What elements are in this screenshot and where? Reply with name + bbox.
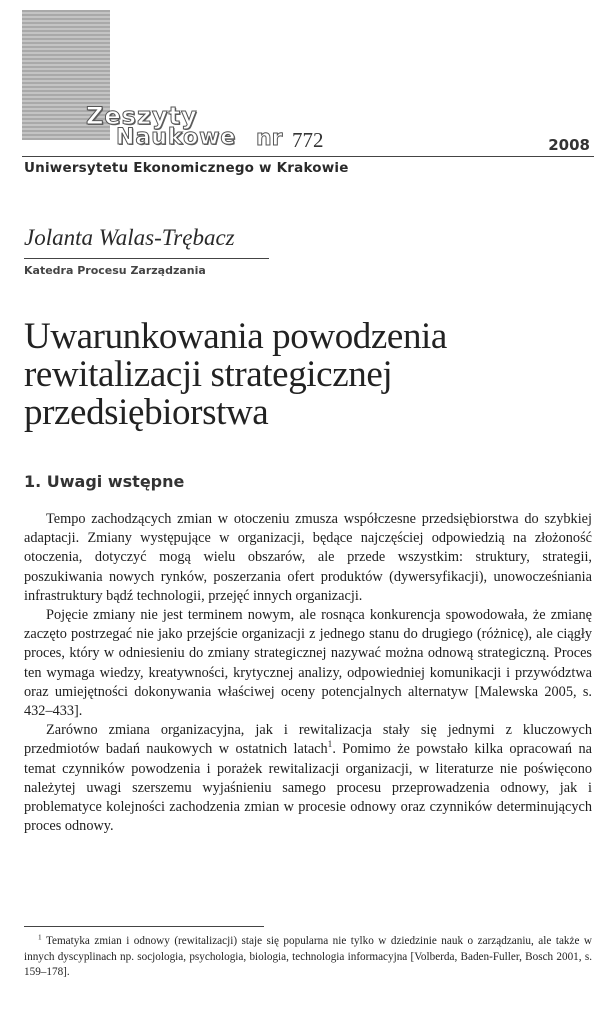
footnote-divider xyxy=(24,926,264,927)
author-divider xyxy=(24,258,269,259)
paragraph-text: . Pomimo że powstało kilka opracowań na temat czynników powodzenia i porażek rewitalizacji organizacji, w literaturze nie poświęcono należytej uwagi szerszemu wyjaśnieniu samego procesu przeprowadzenia odnowy, jak i problematyce kolejności zachodzenia zmian w procesie odnowy oraz czynników determinujących proces odnowy. xyxy=(24,741,593,835)
article-title: Uwarunkowania powodzenia rewitalizacji strategicznej przedsiębiorstwa xyxy=(24,316,447,433)
footnote xyxy=(24,934,592,981)
series-name-line1: Zeszyty xyxy=(86,102,198,130)
paragraph: Pojęcie zmiany nie jest terminem nowym, ale rosnąca konkurencja spowodowała, że zmianę zaczęto postrzegać nie jako przejście organizacji z jednego stanu do drugiego (różnicę), ale ciągły proces, który w odniesieniu do zmiany strategicznej nazywać można odnową strategiczną. Proces ten wymaga wiedzy, kreatywności, krytycznej analizy, odpowiedniej komunikacji i przywództwa oraz umiejętności dokonywania właściwej oceny potencjalnych alternatyw [Malewska 2005, s. 432–433]. xyxy=(24,607,592,720)
footnote-reference: 1 xyxy=(327,740,333,751)
issue-year: 2008 xyxy=(548,136,590,154)
section-heading: 1. Uwagi wstępne xyxy=(24,472,185,491)
author-department: Katedra Procesu Zarządzania xyxy=(24,264,206,277)
footnote-number: 1 xyxy=(38,933,42,942)
issue-nr-label: nr xyxy=(256,126,283,151)
paragraph-text: Zarówno zmiana organizacyjna, jak i rewitalizacja stały się jednymi z kluczowych przedmiotów badań naukowych w ostatnich latach xyxy=(24,722,592,758)
paragraph xyxy=(24,721,592,836)
article-body xyxy=(24,510,592,836)
footnote-text: Tematyka zmian i odnowy (rewitalizacji) staje się popularna nie tylko w dziedzinie nauk o zarządzaniu, ale także w innych dyscyplinach np. socjologia, psychologia, biologia, technologia informacyjna [Volberda, Baden-Fuller, Bosch 2001, s. 159–178]. xyxy=(24,935,592,978)
university-name: Uniwersytetu Ekonomicznego w Krakowie xyxy=(24,160,349,176)
paragraph: Tempo zachodzących zmian w otoczeniu zmusza współczesne przedsiębiorstwa do szybkiej adaptacji. Zmiany występujące w organizacji, będące najczęściej odpowiedzią na złożoność otoczenia, dotyczyć mogą wielu obszarów, ale przede wszystkim: struktury, strategii, poszukiwania nowych rynków, poszerzania ofert produktów (dywersyfikacji), unowocześniania infrastruktury bądź technologii, przejęć innych organizacji. xyxy=(24,511,592,604)
issue-number: 772 xyxy=(292,128,324,152)
author-name: Jolanta Walas-Trębacz xyxy=(24,225,235,250)
header-divider xyxy=(22,156,594,157)
series-name-line2: Naukowe xyxy=(116,125,237,150)
